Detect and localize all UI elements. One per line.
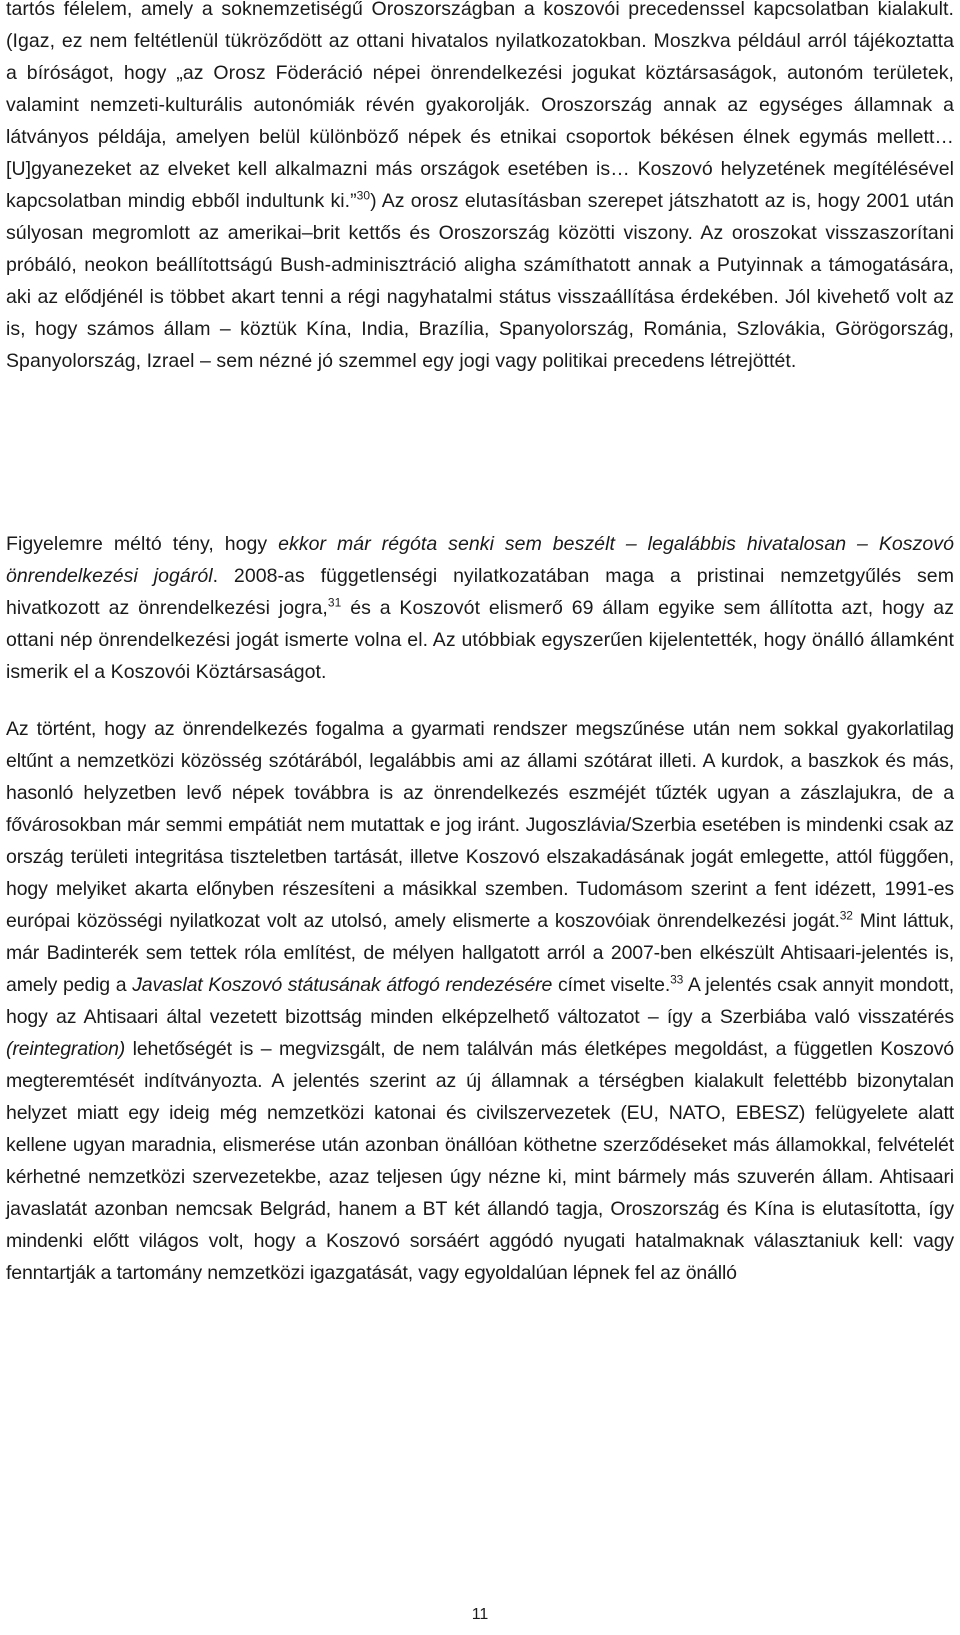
paragraph-text: tartós félelem, amely a soknemzetiségű Oroszországban a koszovói precedenssel kapcsolatban kialakult. (Igaz, ez nem feltétlenül tükröződött az ottani hivatalos nyilatkozatokban. Moszkva például arról tájékoztatta a bíróságot, hogy „az Orosz Föderáció népei önrendelkezési jogukat köztársaságok, autonóm területek, valamint nemzeti-kulturális autonómiák révén gyakorolják. Oroszország annak az egységes államnak a látványos példája, amelyen belül különböző népek és etnikai csoportok békésen élnek egymás mellett… [U]gyanezeket az elveket kell alkalmazni más országok esetében is… Koszovó helyzetének megítélésével kapcsolatban mindig ebből indultunk ki.” bbox=[6, 0, 954, 212]
paragraph-text: . 2008-as függetlenségi nyilatkozatában maga a pristinai nemzetgyűlés sem hivatkozott az önrendelkezési jogra, bbox=[6, 565, 954, 619]
footnote-ref-32[interactable]: 32 bbox=[839, 908, 853, 923]
italic-emphasis: ekkor már régóta senki sem beszélt – legalábbis hivatalosan – Koszovó önrendelkezési jogáról bbox=[6, 533, 954, 587]
paragraph-text: címet viselte. bbox=[552, 974, 671, 996]
italic-report-title: Javaslat Koszovó státusának átfogó rendezésére bbox=[132, 974, 553, 996]
italic-term: (reintegration) bbox=[6, 1038, 126, 1060]
paragraph-text: Figyelemre méltó tény, hogy bbox=[6, 533, 279, 555]
footnote-ref-30[interactable]: 30 bbox=[356, 188, 371, 203]
paragraph-text: ) Az orosz elutasításban szerepet játszhatott az is, hogy 2001 után súlyosan megromlott az amerikai–brit kettős és Oroszország közötti viszony. Az oroszokat visszaszorítani próbáló, neokon beállítottságú Bush-adminisztráció aligha számíthatott annak a Putyinnak a támogatására, aki az elődjénél is többet akart tenni a régi nagyhatalmi státus visszaállítása érdekében. Jól kivehető volt az is, hogy számos állam – köztük Kína, India, Brazília, Spanyolország, Románia, Szlovákia, Görögország, Spanyolország, Izrael – sem nézné jó szemmel egy jogi vagy politikai precedens létrejöttét. bbox=[6, 190, 954, 372]
paragraph-text: Az történt, hogy az önrendelkezés fogalma a gyarmati rendszer megszűnése után nem sokkal gyakorlatilag eltűnt a nemzetközi közösség szótárából, legalábbis ami az állami szótárat illeti. A kurdok, a baszkok és más, hasonló helyzetben levő népek továbbra is az önrendelkezés eszméjét tűzték ugyan a zászlajukra, de a fővárosokban már semmi empátiát nem mutattak e jog iránt. Jugoszlávia/Szerbia esetében is mindenki csak az ország területi integritása tiszteletben tartását, illetve Koszovó elszakadásának jogát emlegette, attól függően, hogy melyiket akarta előnyben részesíteni a másikkal szemben. Tudomásom szerint a fent idézett, 1991-es európai közösségi nyilatkozat volt az utolsó, amely elismerte a koszovóiak önrendelkezési jogát. bbox=[6, 718, 954, 932]
footnote-ref-31[interactable]: 31 bbox=[327, 595, 342, 610]
footnote-ref-33[interactable]: 33 bbox=[670, 972, 684, 987]
paragraph-text: Mint láttuk, már Badinterék sem tettek róla említést, de mélyen hallgatott arról a 2007-ben elkészült Ahtisaari-jelentés is, amely pedig a bbox=[6, 910, 955, 996]
paragraph-russian-position bbox=[6, 0, 954, 377]
paragraph-text: A jelentés csak annyit mondott, hogy az Ahtisaari által vezetett bizottság minden elképzelhető változatot – így a Szerbiába való visszatérés bbox=[6, 974, 954, 1028]
paragraph-text: és a Koszovót elismerő 69 állam egyike sem állította azt, hogy az ottani nép önrendelkezési jogát ismerte volna el. Az utóbbiak egyszerűen kijelentették, hogy önálló államként ismerik el a Koszovói Köztársaságot. bbox=[6, 597, 955, 683]
page-number: 11 bbox=[471, 1606, 489, 1623]
paragraph-ahtisaari-report bbox=[6, 713, 954, 1289]
paragraph-self-determination-silence bbox=[6, 528, 954, 688]
paragraph-text: lehetőségét is – megvizsgált, de nem találván más életképes megoldást, a független Koszovó megteremtését indítványozta. A jelentés szerint az új államnak a térségben kialakult felettébb bizonytalan helyzet miatt egy ideig még nemzetközi katonai és civilszervezetek (EU, NATO, EBESZ) felügyelete alatt kellene ugyan maradnia, elismerése után azonban önállóan köthetne szerződéseket más államokkal, felvételét kérhetné nemzetközi szervezetekbe, azaz teljesen úgy nézne ki, mint bármely más szuverén állam. Ahtisaari javaslatát azonban nemcsak Belgrád, hanem a BT két állandó tagja, Oroszország és Kína is elutasította, így mindenki előtt világos volt, hogy a Koszovó sorsáért aggódó nyugati hatalmaknak választaniuk kell: vagy fenntartják a tartomány nemzetközi igazgatását, vagy egyoldalúan lépnek fel az önálló bbox=[6, 1038, 954, 1284]
